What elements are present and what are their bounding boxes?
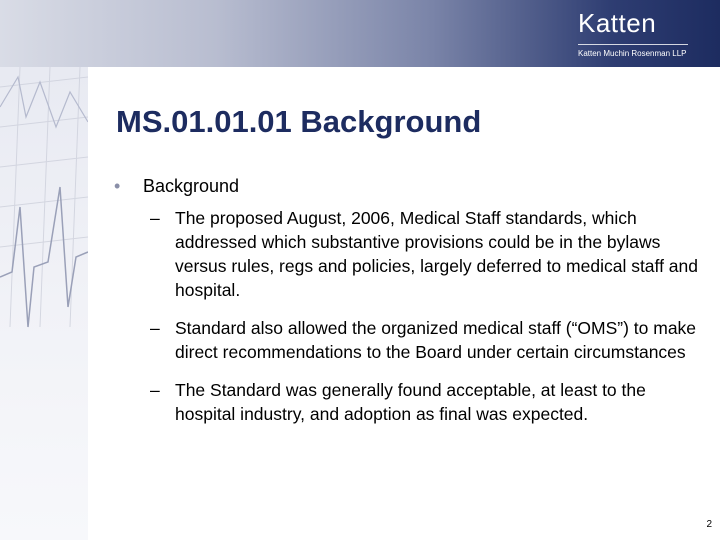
sub-bullet-text: The proposed August, 2006, Medical Staff standards, which addressed which substantive provisions could be in the bylaws versus rules, regs and policies, largely deferred to medical staff and hospital. (175, 208, 699, 300)
page-number: 2 (706, 519, 712, 530)
dash-marker: – (150, 208, 160, 228)
sub-bullet-item (150, 316, 704, 364)
logo-divider (578, 44, 688, 45)
slide-title: MS.01.01.01 Background (116, 104, 482, 139)
dash-marker: – (150, 380, 160, 400)
ecg-graphic (0, 67, 88, 540)
sub-bullet-item (150, 206, 704, 302)
bullet-text: Background (143, 176, 240, 196)
logo-subtitle: Katten Muchin Rosenman LLP (578, 49, 687, 58)
bullet-marker: • (114, 176, 121, 196)
dash-marker: – (150, 318, 160, 338)
sub-bullet-text: Standard also allowed the organized medical staff (“OMS”) to make direct recommendations to the Board under certain circumstances (175, 318, 697, 362)
logo-name: Katten (578, 8, 657, 38)
sub-bullet-text: The Standard was generally found acceptable, at least to the hospital industry, and adoption as final was expected. (175, 380, 646, 424)
header-banner (0, 0, 720, 67)
sub-bullet-list (150, 206, 704, 426)
slide-content (114, 174, 704, 440)
bullet-item (114, 174, 704, 198)
decorative-ecg-strip (0, 67, 88, 540)
firm-logo (578, 8, 698, 58)
sub-bullet-item (150, 378, 704, 426)
